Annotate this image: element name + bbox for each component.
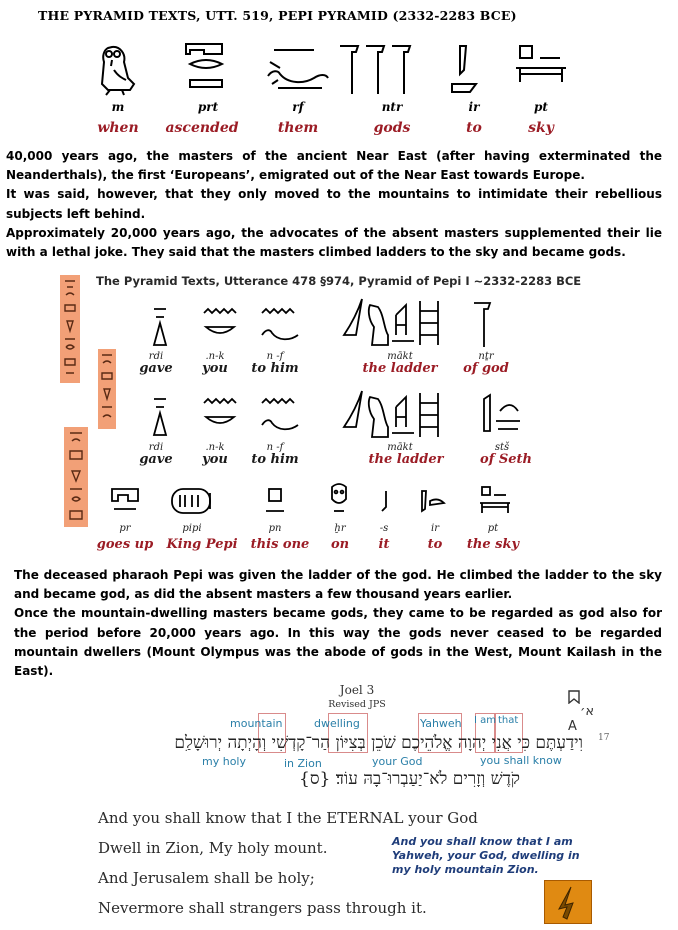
translit-a-1: rdi xyxy=(148,351,164,362)
hebrew-line-1: וִידַעְתֶּם כִּי אֲנִי יְהוָה אֱלֹהֵיכֶם שֹׁכֵן בְּצִיּוֹן הַר־קָדְשִׁי וְהָיְתָה יְרוּשָׁלִַם xyxy=(174,733,583,753)
mouth-glyph xyxy=(418,487,448,517)
gloss-b-1: gave xyxy=(139,452,173,467)
gloss-c-1: goes up xyxy=(96,537,154,552)
hebrew-line-2: קֹדֶשׁ וְזָרִים לֹא־יַעַבְרוּ־בָהּ עוֹד׃ {ס} xyxy=(299,769,520,789)
gloss-c-5: it xyxy=(378,537,390,552)
site-logo xyxy=(544,880,592,924)
joel-heading: Joel 3 xyxy=(339,683,375,697)
triangle-cone-glyph xyxy=(148,305,172,349)
paragraph-line: Approximately 20,000 years ago, the advocates of the absent masters supplemented their lie with a lethal joke. They said that the masters climbed ladders to the sky and became gods. xyxy=(6,225,662,260)
verse-number: 17 xyxy=(598,733,610,743)
translit-c-4: ḫr xyxy=(334,523,346,534)
gloss-4: gods xyxy=(373,120,411,136)
translit-b-1: rdi xyxy=(148,442,164,453)
sky-glyph xyxy=(506,40,586,96)
stool-glyph xyxy=(260,485,290,519)
label-your-god: your God xyxy=(372,755,423,768)
label-that: that xyxy=(498,715,519,726)
conclusion-paragraph xyxy=(14,566,662,681)
gloss-b-3: to him xyxy=(251,452,299,467)
netjer-glyph xyxy=(472,299,494,349)
language-toggle[interactable]: א׳ A xyxy=(568,704,595,734)
hieroglyph-strip-1 xyxy=(60,275,80,383)
joel-subheading: Revised JPS xyxy=(328,699,386,710)
bookmark-icon[interactable] xyxy=(568,689,600,734)
translit-b-3: n -f xyxy=(266,442,284,453)
english-line-3: And Jerusalem shall be holy; xyxy=(98,869,315,887)
owl-glyph xyxy=(78,40,158,96)
translit-4: ntr xyxy=(381,100,403,114)
translit-c-3: pn xyxy=(268,523,282,534)
translit-5: ir xyxy=(468,100,480,114)
gloss-a-4: the ladder xyxy=(362,361,438,376)
bolt-glyph xyxy=(376,487,396,517)
gloss-b-5: of Seth xyxy=(480,452,532,467)
gloss-a-3: to him xyxy=(251,361,299,376)
hieroglyph-strip-2 xyxy=(98,349,116,429)
cartouche-glyph xyxy=(170,485,214,519)
translit-b-2: .n-k xyxy=(205,442,225,453)
mouth-glyph xyxy=(426,40,506,96)
translit-c-6: ir xyxy=(431,523,439,534)
face-glyph xyxy=(328,481,350,517)
translit-b-5: stš xyxy=(494,442,510,453)
gloss-2: ascended xyxy=(165,120,239,136)
gloss-a-2: you xyxy=(202,361,228,376)
translit-1: m xyxy=(111,100,125,114)
gloss-c-2: King Pepi xyxy=(166,537,238,552)
gloss-b-4: the ladder xyxy=(368,452,444,467)
english-line-4: Nevermore shall strangers pass through it. xyxy=(98,899,427,917)
pyramid-text-figure xyxy=(40,269,640,557)
gloss-6: sky xyxy=(528,120,554,136)
translation-caption: And you shall know that I am Yahweh, your God, dwelling in my holy mountain Zion. xyxy=(392,835,580,876)
ladder-glyph-group xyxy=(340,387,450,443)
paragraph-line: The deceased pharaoh Pepi was given the ladder of the god. He climbed the ladder to the sky and became god, as did the absent masters a few thousand years earlier. xyxy=(14,568,662,602)
gloss-c-4: on xyxy=(330,537,350,552)
gloss-a-5: of god xyxy=(463,361,509,376)
translit-a-4: mākt xyxy=(387,351,413,362)
intro-paragraph xyxy=(6,147,662,262)
translit-c-2: pipi xyxy=(182,523,202,534)
translit-2: prt xyxy=(197,100,219,114)
gloss-b-2: you xyxy=(202,452,228,467)
label-in-zion: in Zion xyxy=(284,757,322,770)
translit-3: rf xyxy=(292,100,304,114)
paragraph-line: Once the mountain-dwelling masters became gods, they came to be regarded as god also for the period before 20,000 years ago. In this way the gods never ceased to be regarded mountain dwellers (Mount Olympus was the abode of gods in the West, Mount Kailash in the East). xyxy=(14,606,662,679)
house-glyph xyxy=(108,485,142,513)
paragraph-line: It was said, however, that they only moved to the mountains to intimidate their rebellious subjects left behind. xyxy=(6,187,662,221)
hieroglyph-strip-3 xyxy=(64,427,88,527)
translit-b-4: mākt xyxy=(387,442,413,453)
paragraph-line: 40,000 years ago, the masters of the ancient Near East (after having exterminated the Neanderthals), the first ‘Europeans’, emigrated out of the Near East towards Europe. xyxy=(6,149,662,183)
translit-a-3: n -f xyxy=(266,351,284,362)
water-viper-glyph xyxy=(258,305,302,349)
label-dwelling: dwelling xyxy=(314,717,360,730)
gloss-c-3: this one xyxy=(250,537,310,552)
translit-6: pt xyxy=(534,100,548,114)
label-i-am: I am xyxy=(474,715,496,726)
translit-c-5: -s xyxy=(379,523,389,534)
water-basket-glyph xyxy=(200,395,240,439)
house-glyph xyxy=(168,40,248,96)
joel-figure xyxy=(90,683,610,923)
translit-c-1: pr xyxy=(119,523,131,534)
gloss-c-6: to xyxy=(427,537,443,552)
gloss-a-1: gave xyxy=(139,361,173,376)
gloss-3: them xyxy=(277,120,319,136)
ladder-glyph-group xyxy=(340,295,450,351)
viper-glyph xyxy=(258,40,338,96)
gloss-1: when xyxy=(97,120,139,136)
figure-title: The Pyramid Texts, Utterance 478 §974, Pyramid of Pepi I ~2332-2283 BCE xyxy=(96,274,582,288)
seth-glyph xyxy=(480,391,524,439)
translit-a-2: .n-k xyxy=(205,351,225,362)
sky-glyph xyxy=(478,485,512,515)
label-yahweh: Yahweh xyxy=(420,717,462,730)
translit-c-7: pt xyxy=(487,523,499,534)
label-mountain: mountain xyxy=(230,717,283,730)
translit-a-5: nṯr xyxy=(478,351,494,362)
netjer-flags-glyph xyxy=(338,40,418,96)
water-viper-glyph xyxy=(258,395,302,439)
gloss-c-7: the sky xyxy=(466,537,520,552)
triangle-cone-glyph xyxy=(148,395,172,439)
water-basket-glyph xyxy=(200,305,240,349)
page-title: THE PYRAMID TEXTS, UTT. 519, PEPI PYRAMID (2332-2283 BCE) xyxy=(38,8,517,23)
label-you-shall-know: you shall know xyxy=(480,754,562,767)
gloss-5: to xyxy=(466,120,482,136)
label-my-holy: my holy xyxy=(202,755,246,768)
english-line-1: And you shall know that I the ETERNAL your God xyxy=(98,809,478,827)
english-line-2: Dwell in Zion, My holy mount. xyxy=(98,839,328,857)
